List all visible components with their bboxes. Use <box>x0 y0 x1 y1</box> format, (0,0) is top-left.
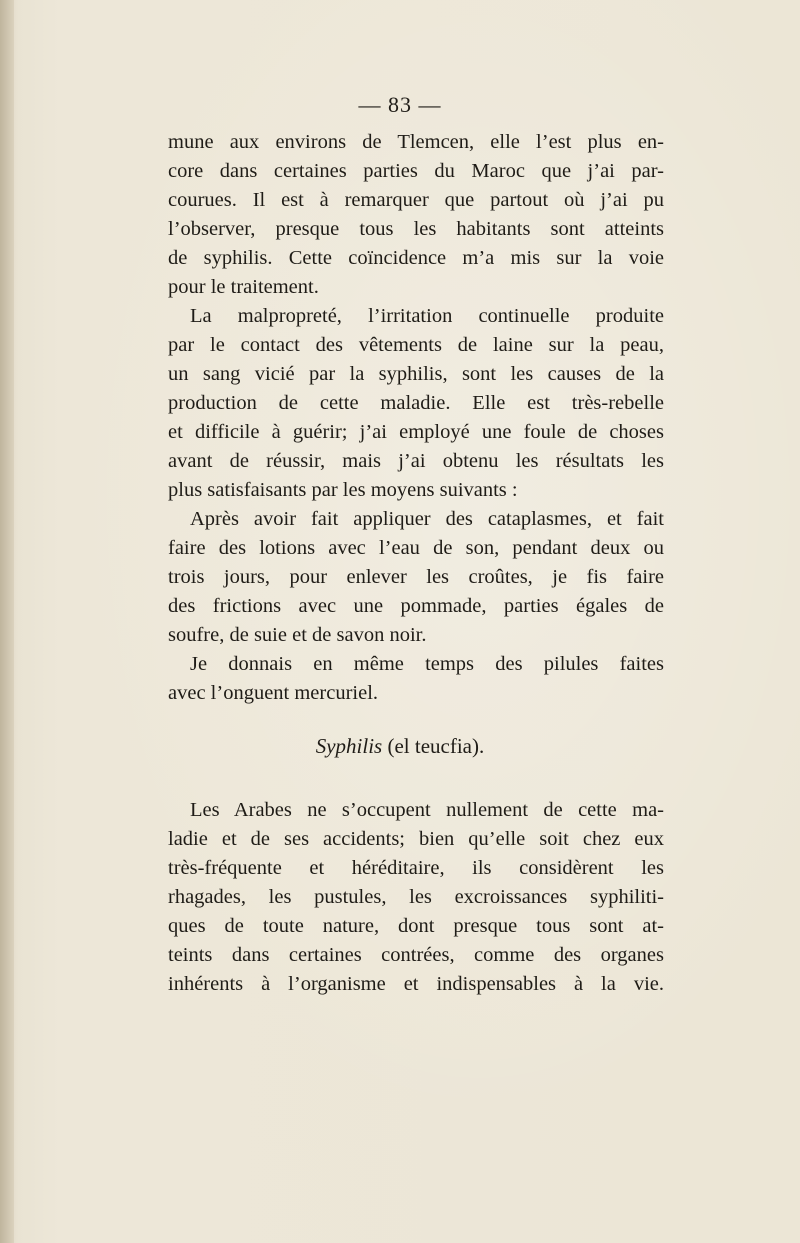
text-line: mune aux environs de Tlemcen, elle l’est plus en- <box>168 131 664 153</box>
text-line: core dans certaines parties du Maroc que j’ai par- <box>168 160 664 182</box>
text-line: inhérents à l’organisme et indispensables à la vie. <box>168 973 664 995</box>
text-line: des frictions avec une pommade, parties égales de <box>168 595 664 617</box>
text-line: et difficile à guérir; j’ai employé une foule de choses <box>168 421 664 443</box>
page-binding-edge <box>0 0 14 1243</box>
text-line: faire des lotions avec l’eau de son, pendant deux ou <box>168 537 664 559</box>
text-line: ladie et de ses accidents; bien qu’elle soit chez eux <box>168 828 664 850</box>
text-line: ques de toute nature, dont presque tous sont at- <box>168 915 664 937</box>
text-line: avant de réussir, mais j’ai obtenu les résultats les <box>168 450 664 472</box>
section-heading-italic: Syphilis <box>315 734 383 758</box>
text-line: Les Arabes ne s’occupent nullement de cette ma- <box>190 799 664 821</box>
text-line: plus satisfaisants par les moyens suivants : <box>168 479 518 501</box>
text-line: très-fréquente et héréditaire, ils considèrent les <box>168 857 664 879</box>
text-line: courues. Il est à remarquer que partout où j’ai pu <box>168 189 664 211</box>
section-heading-rest: (el teucfia). <box>382 734 485 758</box>
text-line: La malpropreté, l’irritation continuelle produite <box>190 305 664 327</box>
text-line: trois jours, pour enlever les croûtes, je fis faire <box>168 566 664 588</box>
text-line: avec l’onguent mercuriel. <box>168 682 379 704</box>
text-line: pour le traitement. <box>168 276 319 298</box>
text-line: teints dans certaines contrées, comme des organes <box>168 944 664 966</box>
text-line: rhagades, les pustules, les excroissances syphiliti- <box>168 886 664 908</box>
text-line: de syphilis. Cette coïncidence m’a mis sur la voie <box>168 247 664 269</box>
page-number: — 83 — <box>358 92 442 117</box>
text-line: par le contact des vêtements de laine sur la peau, <box>168 334 664 356</box>
text-line: Après avoir fait appliquer des cataplasmes, et fait <box>190 508 664 530</box>
text-line: production de cette maladie. Elle est très-rebelle <box>168 392 664 414</box>
text-line: l’observer, presque tous les habitants sont atteints <box>168 218 664 240</box>
text-line: un sang vicié par la syphilis, sont les causes de la <box>168 363 664 385</box>
section-heading <box>0 734 800 759</box>
text-line: Je donnais en même temps des pilules faites <box>190 653 664 675</box>
text-line: soufre, de suie et de savon noir. <box>168 624 427 646</box>
